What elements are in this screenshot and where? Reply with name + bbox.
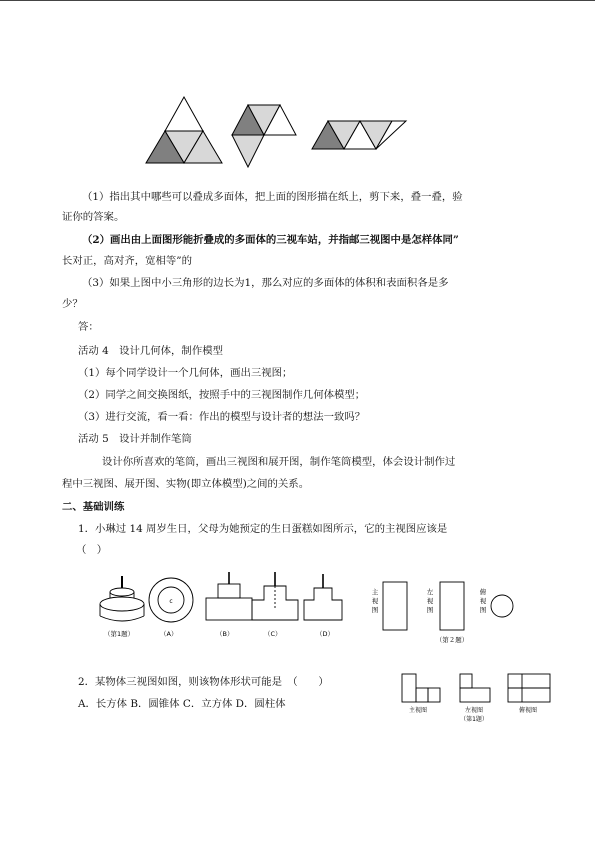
left-view-label-1: 左 [426, 588, 434, 596]
triangle-nets-figure [140, 95, 420, 175]
answer-label: 答： [78, 321, 99, 333]
activity4-item-2: （2）同学之间交换图纸，按照手中的三视图制作几何体模型； [78, 389, 366, 401]
p2-top-view [508, 674, 550, 702]
p2-left-view [460, 674, 490, 702]
three-views-caption: （第２题） [435, 636, 469, 644]
top-view-label-3: 图 [479, 606, 487, 614]
cake-3d-drawing [100, 576, 144, 621]
cake-label-a: （A） [160, 630, 178, 638]
problem-2-views-figure [398, 668, 558, 724]
option-b-drawing [206, 572, 252, 620]
top-view-label-1: 俯 [479, 588, 487, 596]
p2-main-view [402, 674, 440, 702]
cake-label-d: （D） [316, 630, 335, 638]
top-view-label-2: 视 [479, 597, 487, 605]
question-3: （3）如果上图中小三角形的边长为1，那么对应的多面体的体积和表面积各是多 [82, 277, 449, 289]
activity4-item-3: （3）进行交流，看一看：作出的模型与设计者的想法一致吗？ [78, 411, 366, 423]
left-view-label-3: 图 [426, 606, 434, 614]
problem-2-text: 2．某物体三视图如图，则该物体形状可能是 （ ） [78, 676, 329, 688]
activity4-item-1: （1）每个同学设计一个几何体，画出三视图； [78, 367, 293, 379]
page-top-rule [0, 0, 595, 1]
option-d-drawing [304, 574, 342, 620]
question-3-cont: 少？ [62, 298, 83, 310]
problem-1-bracket: （ ） [76, 544, 108, 556]
activity5-body-1: 设计你所喜欢的笔筒，画出三视图和展开图，制作笔筒模型，体会设计制作过 [102, 456, 456, 468]
main-view-label-1: 主 [371, 588, 379, 596]
question-2-cont: 长对正，高对齐，宽相等”的 [62, 255, 192, 267]
p2-label-sub: （第1题） [460, 716, 488, 723]
activity5-title: 活动 5 设计并制作笔筒 [78, 433, 192, 445]
p2-label-main: 主视图 [408, 707, 428, 714]
section-2-title: 二、基础训练 [62, 501, 125, 513]
activity5-body-2: 程中三视图、展开图、实物(即立体模型)之间的关系。 [62, 478, 310, 490]
cake-center-mark: c [169, 598, 173, 605]
left-view-label-2: 视 [426, 597, 434, 605]
cake-label-fig: （第1题） [104, 630, 135, 638]
top-view-circle [491, 595, 513, 617]
main-view-label-2: 视 [371, 597, 379, 605]
problem-2-options: A．长方体 B．圆锥体 C．立方体 D．圆柱体 [78, 698, 286, 710]
p2-label-top: 俯视图 [518, 707, 538, 714]
cake-label-c: （C） [264, 630, 282, 638]
net2-bottom-triangle [232, 135, 264, 167]
p2-label-left: 左视图 [464, 707, 484, 714]
question-1: （1）指出其中哪些可以叠成多面体，把上面的图形描在纸上，剪下来，叠一叠，验 [82, 191, 463, 203]
problem-1-text: 1．小琳过 14 周岁生日，父母为她预定的生日蛋糕如图所示，它的主视图应该是 [78, 523, 448, 535]
left-view-rect [440, 582, 464, 630]
cake-label-b: （B） [216, 630, 234, 638]
main-view-label-3: 图 [371, 606, 379, 614]
three-views-figure [368, 576, 518, 648]
activity4-title: 活动 4 设计几何体，制作模型 [78, 345, 223, 357]
option-c-drawing [252, 572, 298, 620]
main-view-rect [383, 582, 407, 630]
question-2: （2）画出由上面图形能折叠成的多面体的三视车站，并指邮三视图中是怎样体同” [82, 234, 459, 246]
cake-figure [96, 570, 366, 642]
question-1-cont: 证你的答案。 [62, 211, 125, 223]
